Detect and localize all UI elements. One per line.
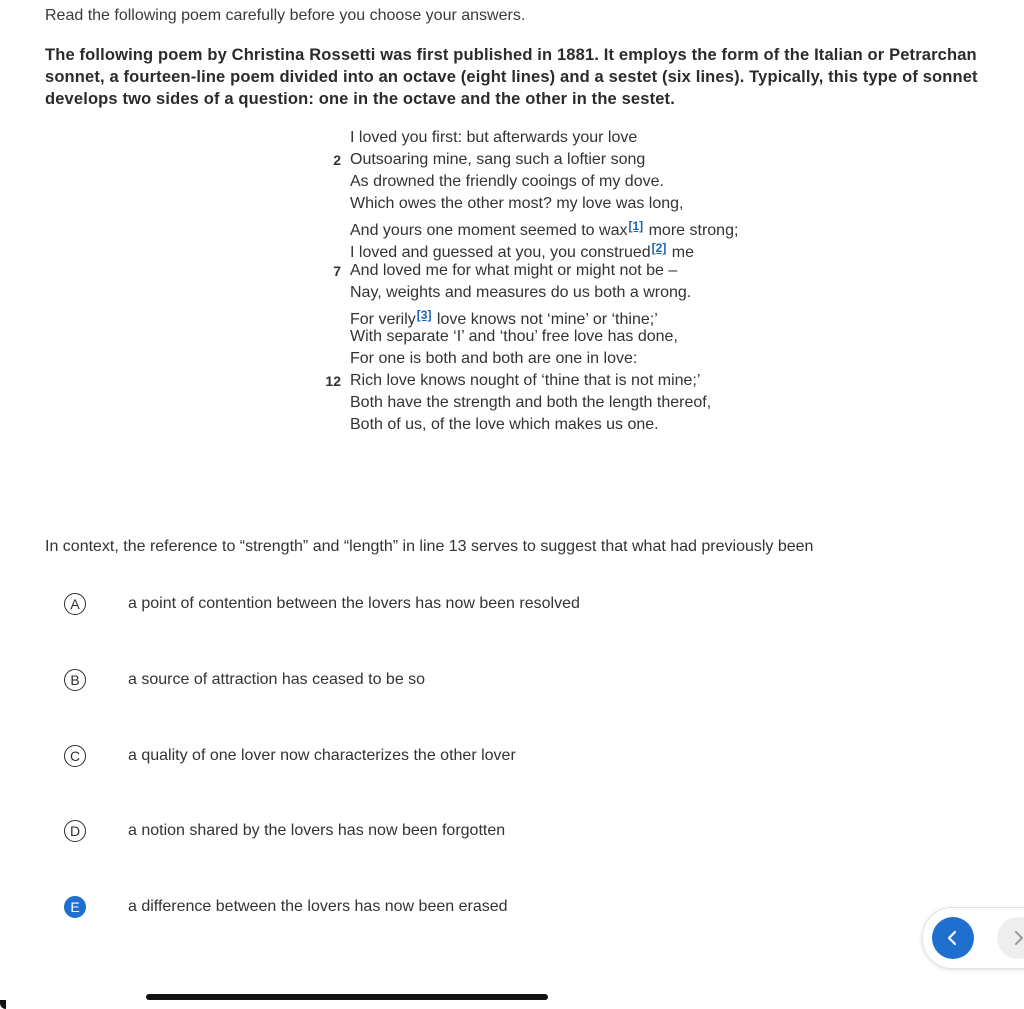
line-text xyxy=(350,370,700,392)
choice-e-text[interactable]: a difference between the lovers has now been erased xyxy=(128,898,508,915)
choice-c[interactable] xyxy=(62,741,762,771)
choice-c-radio[interactable]: C xyxy=(64,745,86,767)
line-text xyxy=(350,392,711,414)
line-text-part: For verily xyxy=(350,310,416,328)
line-text-part: more strong; xyxy=(644,222,739,240)
choice-a-text[interactable]: a point of contention between the lovers has now been resolved xyxy=(128,595,580,612)
line-text xyxy=(350,127,637,149)
choice-a-radio[interactable]: A xyxy=(64,593,86,615)
line-number: 2 xyxy=(333,152,341,169)
intro-text: The following poem by Christina Rossetti was first published in 1881. It employs the form of the Italian or Petrarchan sonnet, a fourteen-line poem divided into an octave (eight lines) and a sestet (six lines). Typically, this type of sonnet develops two sides of a question: one in the octave and the other in the sestet. xyxy=(45,46,978,108)
instruction-text: Read the following poem carefully before you choose your answers. xyxy=(45,7,526,24)
choice-d-text[interactable]: a notion shared by the lovers has now been forgotten xyxy=(128,822,506,839)
line-text-part: Nay, weights and measures do us both a wrong. xyxy=(350,283,692,301)
choice-b-text[interactable]: a source of attraction has ceased to be so xyxy=(128,671,426,688)
line-text xyxy=(350,282,691,304)
question-text: In context, the reference to “strength” and “length” in line 13 serves to suggest that what had previously been xyxy=(45,538,814,555)
choice-b-radio[interactable]: B xyxy=(64,669,86,691)
choice-a[interactable] xyxy=(62,589,762,619)
line-text-part: Both of us, of the love which makes us one. xyxy=(350,416,659,434)
line-text xyxy=(350,326,678,348)
line-text-part: Rich love knows nought of ‘thine that is not mine;’ xyxy=(350,372,701,390)
line-text xyxy=(350,414,659,436)
line-text xyxy=(350,348,637,370)
line-text-part: With separate ‘I’ and ‘thou’ free love has done, xyxy=(350,327,678,345)
line-number: 12 xyxy=(325,373,341,390)
line-text-part: And loved me for what might or might not be – xyxy=(350,261,678,279)
line-text-part: Which owes the other most? my love was long, xyxy=(350,195,684,213)
choice-c-text[interactable]: a quality of one lover now characterizes the other lover xyxy=(128,747,516,764)
line-text-part: love knows not ‘mine’ or ‘thine;’ xyxy=(432,310,658,328)
choice-e-radio[interactable]: E xyxy=(64,896,86,918)
screen-corner xyxy=(0,1000,6,1009)
line-text-part: And yours one moment seemed to wax xyxy=(350,222,628,240)
choice-d[interactable] xyxy=(62,816,762,846)
previous-button[interactable] xyxy=(932,917,974,959)
line-text-part: As drowned the friendly cooings of my dove. xyxy=(350,173,664,191)
chevron-left-icon xyxy=(944,929,962,947)
line-text xyxy=(350,149,645,171)
footnote-link-1[interactable]: [1] xyxy=(628,219,644,234)
choice-e[interactable] xyxy=(62,892,762,922)
line-text-part: I loved and guessed at you, you construed xyxy=(350,244,651,262)
home-indicator[interactable] xyxy=(146,994,548,1000)
line-text xyxy=(350,193,683,215)
line-text-part: me xyxy=(667,244,694,262)
line-text xyxy=(350,171,664,193)
choice-b[interactable] xyxy=(62,665,762,695)
line-text xyxy=(350,260,677,282)
line-text-part: I loved you first: but afterwards your love xyxy=(350,129,638,146)
footnote-link-2[interactable]: [2] xyxy=(651,241,667,256)
line-text-part: Outsoaring mine, sang such a loftier song xyxy=(350,151,646,169)
choice-d-radio[interactable]: D xyxy=(64,820,86,842)
next-button[interactable] xyxy=(997,917,1024,959)
footnote-link-3[interactable]: [3] xyxy=(416,307,432,322)
line-text-part: For one is both and both are one in love: xyxy=(350,349,638,367)
line-number: 7 xyxy=(333,262,341,279)
chevron-right-icon xyxy=(1009,929,1024,947)
navigation-controls xyxy=(922,907,1024,969)
line-text-part: Both have the strength and both the length thereof, xyxy=(350,394,712,412)
